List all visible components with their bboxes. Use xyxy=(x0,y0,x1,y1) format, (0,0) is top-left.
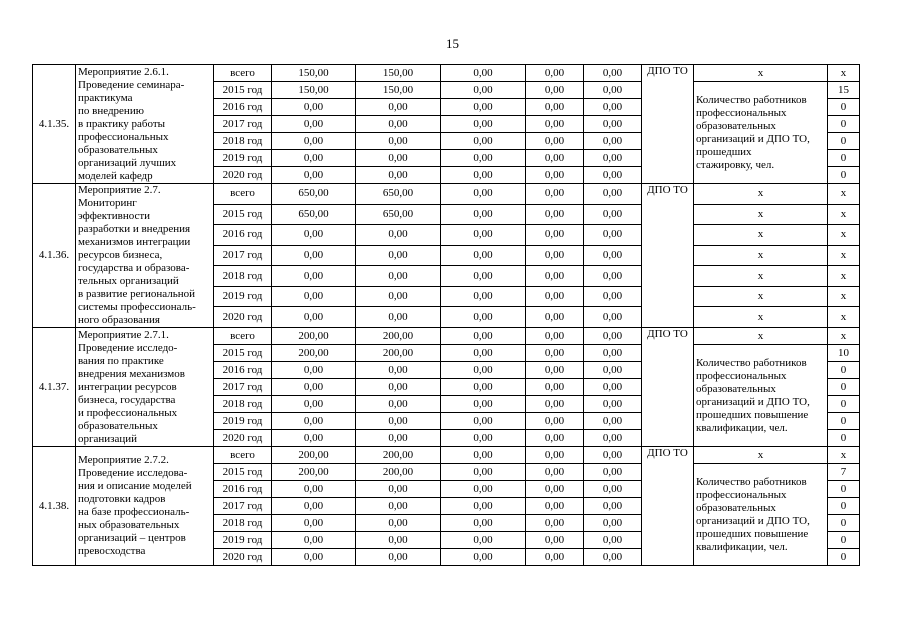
measure-description-line: ния и описание моделей xyxy=(78,480,192,492)
indicator-name-line: образовательных xyxy=(696,382,776,395)
funding-other-sources: 0,00 xyxy=(584,225,642,246)
funding-federal-budget: 0,00 xyxy=(441,328,526,345)
funding-federal-budget: 0,00 xyxy=(441,65,526,82)
period-label: 2018 год xyxy=(214,266,272,287)
measure-description-line: и профессиональных xyxy=(78,406,178,419)
indicator-value: 0 xyxy=(828,430,860,447)
funding-regional-budget: 0,00 xyxy=(356,245,441,266)
funding-total: 0,00 xyxy=(272,133,356,150)
table-row xyxy=(33,447,860,464)
indicator-name-line: профессиональных xyxy=(696,106,787,119)
measure-description xyxy=(76,328,214,447)
funding-local-budget: 0,00 xyxy=(526,532,584,549)
funding-federal-budget: 0,00 xyxy=(441,532,526,549)
indicator-name-line: Количество работников xyxy=(696,475,807,488)
funding-other-sources: 0,00 xyxy=(584,82,642,99)
funding-total: 0,00 xyxy=(272,430,356,447)
funding-local-budget: 0,00 xyxy=(526,286,584,307)
indicator-name-line: образовательных xyxy=(696,501,776,514)
funding-regional-budget: 0,00 xyxy=(356,225,441,246)
funding-regional-budget: 0,00 xyxy=(356,515,441,532)
indicator-name: x xyxy=(694,328,828,345)
indicator-value: x xyxy=(828,65,860,82)
funding-other-sources: 0,00 xyxy=(584,481,642,498)
period-label: 2016 год xyxy=(214,481,272,498)
funding-total: 650,00 xyxy=(272,204,356,225)
funding-regional-budget: 0,00 xyxy=(356,362,441,379)
indicator-name: x xyxy=(694,286,828,307)
funding-other-sources: 0,00 xyxy=(584,532,642,549)
funding-federal-budget: 0,00 xyxy=(441,99,526,116)
indicator-name xyxy=(694,345,828,447)
funding-federal-budget: 0,00 xyxy=(441,167,526,184)
funding-federal-budget: 0,00 xyxy=(441,307,526,328)
funding-local-budget: 0,00 xyxy=(526,204,584,225)
measure-description-line: ных образовательных xyxy=(78,519,180,531)
indicator-name-line: квалификации, чел. xyxy=(696,421,788,434)
measure-description xyxy=(76,65,214,184)
funding-local-budget: 0,00 xyxy=(526,245,584,266)
indicator-name: x xyxy=(694,225,828,246)
indicator-name-line: организаций и ДПО ТО, xyxy=(696,395,810,408)
table-row xyxy=(33,65,860,82)
funding-local-budget: 0,00 xyxy=(526,150,584,167)
measure-description-line: по внедрению xyxy=(78,104,144,117)
indicator-value: x xyxy=(828,447,860,464)
indicator-value: 0 xyxy=(828,498,860,515)
funding-regional-budget: 0,00 xyxy=(356,167,441,184)
funding-total: 0,00 xyxy=(272,167,356,184)
indicator-name-line: профессиональных xyxy=(696,369,787,382)
indicator-name: x xyxy=(694,266,828,287)
indicator-value: x xyxy=(828,245,860,266)
funding-other-sources: 0,00 xyxy=(584,498,642,515)
funding-local-budget: 0,00 xyxy=(526,345,584,362)
funding-other-sources: 0,00 xyxy=(584,447,642,464)
indicator-value: 0 xyxy=(828,150,860,167)
period-label: всего xyxy=(214,184,272,205)
funding-local-budget: 0,00 xyxy=(526,515,584,532)
indicator-name-line: профессиональных xyxy=(696,488,787,501)
funding-regional-budget: 200,00 xyxy=(356,464,441,481)
funding-other-sources: 0,00 xyxy=(584,379,642,396)
period-label: 2016 год xyxy=(214,225,272,246)
funding-other-sources: 0,00 xyxy=(584,345,642,362)
funding-total: 0,00 xyxy=(272,481,356,498)
indicator-value: 7 xyxy=(828,464,860,481)
funding-regional-budget: 0,00 xyxy=(356,99,441,116)
funding-total: 0,00 xyxy=(272,362,356,379)
measure-description-line: ресурсов бизнеса, xyxy=(78,249,163,261)
indicator-name: x xyxy=(694,307,828,328)
indicator-value: 0 xyxy=(828,532,860,549)
indicator-name-line: прошедших повышение xyxy=(696,408,809,421)
indicator-value: x xyxy=(828,328,860,345)
indicator-value: 0 xyxy=(828,379,860,396)
funding-regional-budget: 0,00 xyxy=(356,532,441,549)
funding-federal-budget: 0,00 xyxy=(441,245,526,266)
indicator-name-line: образовательных xyxy=(696,119,776,132)
funding-local-budget: 0,00 xyxy=(526,379,584,396)
funding-total: 0,00 xyxy=(272,225,356,246)
period-label: 2015 год xyxy=(214,204,272,225)
funding-regional-budget: 0,00 xyxy=(356,133,441,150)
funding-other-sources: 0,00 xyxy=(584,515,642,532)
funding-total: 0,00 xyxy=(272,379,356,396)
executor: ДПО ТО xyxy=(642,65,694,184)
funding-other-sources: 0,00 xyxy=(584,245,642,266)
measure-description-line: образовательных xyxy=(78,419,158,432)
funding-local-budget: 0,00 xyxy=(526,464,584,481)
indicator-name-line: прошедших повышение xyxy=(696,527,809,540)
indicator-value: x xyxy=(828,225,860,246)
funding-local-budget: 0,00 xyxy=(526,307,584,328)
funding-regional-budget: 200,00 xyxy=(356,447,441,464)
funding-other-sources: 0,00 xyxy=(584,362,642,379)
funding-regional-budget: 150,00 xyxy=(356,82,441,99)
measure-description-line: эффективности xyxy=(78,210,151,222)
indicator-value: 0 xyxy=(828,515,860,532)
measure-number: 4.1.37. xyxy=(33,328,76,447)
indicator-value: x xyxy=(828,266,860,287)
funding-federal-budget: 0,00 xyxy=(441,430,526,447)
funding-regional-budget: 0,00 xyxy=(356,286,441,307)
measure-description-line: ного образования xyxy=(78,314,160,326)
indicator-name-line: организаций и ДПО ТО, xyxy=(696,514,810,527)
measure-description-line: государства и образова- xyxy=(78,262,190,274)
measure-description-line: профессиональных xyxy=(78,130,169,143)
indicator-name-line: Количество работников xyxy=(696,93,807,106)
table-row xyxy=(33,184,860,205)
measure-description-line: на базе профессиональ- xyxy=(78,506,190,518)
period-label: 2016 год xyxy=(214,99,272,116)
funding-regional-budget: 0,00 xyxy=(356,481,441,498)
funding-local-budget: 0,00 xyxy=(526,116,584,133)
period-label: 2019 год xyxy=(214,150,272,167)
funding-total: 200,00 xyxy=(272,328,356,345)
period-label: 2017 год xyxy=(214,379,272,396)
measure-number: 4.1.38. xyxy=(33,447,76,566)
funding-total: 200,00 xyxy=(272,464,356,481)
indicator-value: 0 xyxy=(828,396,860,413)
funding-regional-budget: 650,00 xyxy=(356,184,441,205)
period-label: 2015 год xyxy=(214,82,272,99)
period-label: 2018 год xyxy=(214,515,272,532)
funding-local-budget: 0,00 xyxy=(526,498,584,515)
funding-total: 150,00 xyxy=(272,65,356,82)
funding-total: 0,00 xyxy=(272,116,356,133)
funding-federal-budget: 0,00 xyxy=(441,150,526,167)
indicator-value: 0 xyxy=(828,116,860,133)
page-number: 15 xyxy=(446,36,459,51)
funding-regional-budget: 0,00 xyxy=(356,379,441,396)
funding-regional-budget: 0,00 xyxy=(356,396,441,413)
indicator-name xyxy=(694,464,828,566)
measure-description xyxy=(76,184,214,328)
funding-total: 0,00 xyxy=(272,549,356,566)
measure-description-line: в развитие региональной xyxy=(78,288,196,300)
funding-local-budget: 0,00 xyxy=(526,266,584,287)
funding-federal-budget: 0,00 xyxy=(441,515,526,532)
table-row xyxy=(33,328,860,345)
indicator-value: 0 xyxy=(828,481,860,498)
funding-total: 0,00 xyxy=(272,150,356,167)
funding-total: 0,00 xyxy=(272,532,356,549)
indicator-name: x xyxy=(694,184,828,205)
funding-federal-budget: 0,00 xyxy=(441,447,526,464)
indicator-value: x xyxy=(828,184,860,205)
funding-federal-budget: 0,00 xyxy=(441,286,526,307)
funding-local-budget: 0,00 xyxy=(526,447,584,464)
indicator-name: x xyxy=(694,204,828,225)
measure-description-line: организаций xyxy=(78,432,138,445)
measure-description-line: организаций лучших xyxy=(78,156,177,169)
funding-regional-budget: 650,00 xyxy=(356,204,441,225)
measure-description-line: превосходства xyxy=(78,545,146,557)
funding-regional-budget: 200,00 xyxy=(356,345,441,362)
indicator-name-line: квалификации, чел. xyxy=(696,540,788,553)
period-label: 2015 год xyxy=(214,345,272,362)
funding-other-sources: 0,00 xyxy=(584,413,642,430)
funding-other-sources: 0,00 xyxy=(584,286,642,307)
indicator-name: x xyxy=(694,65,828,82)
funding-total: 0,00 xyxy=(272,307,356,328)
funding-federal-budget: 0,00 xyxy=(441,184,526,205)
funding-local-budget: 0,00 xyxy=(526,167,584,184)
indicator-value: x xyxy=(828,307,860,328)
measure-description-line: в практику работы xyxy=(78,117,166,130)
measure-description-line: Мероприятие 2.7.1. xyxy=(78,328,169,341)
measure-description-line: Мероприятие 2.6.1. xyxy=(78,65,169,78)
funding-regional-budget: 200,00 xyxy=(356,328,441,345)
funding-local-budget: 0,00 xyxy=(526,225,584,246)
funding-federal-budget: 0,00 xyxy=(441,549,526,566)
funding-local-budget: 0,00 xyxy=(526,328,584,345)
funding-total: 0,00 xyxy=(272,515,356,532)
funding-regional-budget: 0,00 xyxy=(356,549,441,566)
funding-local-budget: 0,00 xyxy=(526,549,584,566)
funding-federal-budget: 0,00 xyxy=(441,82,526,99)
measure-description-line: Проведение исследова- xyxy=(78,467,188,479)
measure-description-line: вания по практике xyxy=(78,354,164,367)
period-label: 2020 год xyxy=(214,430,272,447)
funding-regional-budget: 0,00 xyxy=(356,116,441,133)
funding-other-sources: 0,00 xyxy=(584,266,642,287)
funding-total: 0,00 xyxy=(272,245,356,266)
indicator-value: 0 xyxy=(828,362,860,379)
indicator-value: 0 xyxy=(828,413,860,430)
funding-federal-budget: 0,00 xyxy=(441,345,526,362)
measure-description-line: тельных организаций xyxy=(78,275,179,287)
funding-local-budget: 0,00 xyxy=(526,65,584,82)
measure-description-line: Проведение исследо- xyxy=(78,341,178,354)
funding-total: 0,00 xyxy=(272,413,356,430)
indicator-value: x xyxy=(828,204,860,225)
measure-description-line: моделей кафедр xyxy=(78,169,153,182)
funding-other-sources: 0,00 xyxy=(584,116,642,133)
funding-local-budget: 0,00 xyxy=(526,362,584,379)
measure-description-line: Мониторинг xyxy=(78,197,137,209)
funding-other-sources: 0,00 xyxy=(584,150,642,167)
funding-local-budget: 0,00 xyxy=(526,82,584,99)
funding-regional-budget: 0,00 xyxy=(356,307,441,328)
funding-total: 150,00 xyxy=(272,82,356,99)
funding-federal-budget: 0,00 xyxy=(441,116,526,133)
indicator-value: 0 xyxy=(828,99,860,116)
funding-other-sources: 0,00 xyxy=(584,464,642,481)
funding-other-sources: 0,00 xyxy=(584,99,642,116)
funding-local-budget: 0,00 xyxy=(526,430,584,447)
funding-federal-budget: 0,00 xyxy=(441,133,526,150)
funding-regional-budget: 0,00 xyxy=(356,413,441,430)
measure-description-line: механизмов интеграции xyxy=(78,236,191,248)
indicator-name: x xyxy=(694,245,828,266)
indicator-value: 0 xyxy=(828,549,860,566)
measure-description-line: внедрения механизмов xyxy=(78,367,185,380)
funding-other-sources: 0,00 xyxy=(584,167,642,184)
indicator-value: 15 xyxy=(828,82,860,99)
funding-other-sources: 0,00 xyxy=(584,204,642,225)
indicator-name-line: стажировку, чел. xyxy=(696,158,775,171)
measure-description-line: Проведение семинара- xyxy=(78,78,185,91)
funding-federal-budget: 0,00 xyxy=(441,396,526,413)
indicator-name-line: Количество работников xyxy=(696,356,807,369)
funding-total: 650,00 xyxy=(272,184,356,205)
program-measures-table xyxy=(32,64,860,566)
executor: ДПО ТО xyxy=(642,328,694,447)
executor: ДПО ТО xyxy=(642,184,694,328)
funding-federal-budget: 0,00 xyxy=(441,498,526,515)
funding-other-sources: 0,00 xyxy=(584,65,642,82)
funding-regional-budget: 150,00 xyxy=(356,65,441,82)
measure-description-line: бизнеса, государства xyxy=(78,393,176,406)
funding-local-budget: 0,00 xyxy=(526,99,584,116)
funding-federal-budget: 0,00 xyxy=(441,481,526,498)
funding-local-budget: 0,00 xyxy=(526,184,584,205)
measure-description-line: образовательных xyxy=(78,143,158,156)
executor: ДПО ТО xyxy=(642,447,694,566)
funding-local-budget: 0,00 xyxy=(526,133,584,150)
period-label: 2020 год xyxy=(214,167,272,184)
measure-description-line: интеграции ресурсов xyxy=(78,380,177,393)
funding-total: 0,00 xyxy=(272,99,356,116)
indicator-value: 0 xyxy=(828,133,860,150)
funding-total: 0,00 xyxy=(272,396,356,413)
indicator-name: x xyxy=(694,447,828,464)
measure-description xyxy=(76,447,214,566)
funding-local-budget: 0,00 xyxy=(526,481,584,498)
indicator-name xyxy=(694,82,828,184)
funding-other-sources: 0,00 xyxy=(584,549,642,566)
table-body xyxy=(33,65,860,566)
period-label: 2018 год xyxy=(214,133,272,150)
measure-description-line: системы профессиональ- xyxy=(78,301,196,313)
funding-total: 200,00 xyxy=(272,447,356,464)
period-label: 2020 год xyxy=(214,549,272,566)
period-label: 2015 год xyxy=(214,464,272,481)
indicator-value: x xyxy=(828,286,860,307)
funding-other-sources: 0,00 xyxy=(584,184,642,205)
period-label: 2017 год xyxy=(214,116,272,133)
funding-other-sources: 0,00 xyxy=(584,328,642,345)
measure-description-line: практикума xyxy=(78,91,133,104)
funding-regional-budget: 0,00 xyxy=(356,266,441,287)
measure-description-line: Мероприятие 2.7. xyxy=(78,184,161,196)
period-label: 2019 год xyxy=(214,286,272,307)
funding-federal-budget: 0,00 xyxy=(441,266,526,287)
period-label: 2017 год xyxy=(214,245,272,266)
indicator-value: 0 xyxy=(828,167,860,184)
period-label: всего xyxy=(214,447,272,464)
funding-other-sources: 0,00 xyxy=(584,396,642,413)
funding-federal-budget: 0,00 xyxy=(441,413,526,430)
funding-local-budget: 0,00 xyxy=(526,413,584,430)
measure-description-line: подготовки кадров xyxy=(78,493,166,505)
period-label: 2017 год xyxy=(214,498,272,515)
period-label: 2019 год xyxy=(214,413,272,430)
period-label: 2020 год xyxy=(214,307,272,328)
funding-total: 0,00 xyxy=(272,266,356,287)
period-label: всего xyxy=(214,65,272,82)
funding-other-sources: 0,00 xyxy=(584,430,642,447)
measure-description-line: Мероприятие 2.7.2. xyxy=(78,454,169,466)
indicator-name-line: организаций и ДПО ТО, xyxy=(696,132,810,145)
period-label: 2016 год xyxy=(214,362,272,379)
indicator-name-line: прошедших xyxy=(696,145,752,158)
funding-regional-budget: 0,00 xyxy=(356,498,441,515)
funding-total: 0,00 xyxy=(272,286,356,307)
funding-local-budget: 0,00 xyxy=(526,396,584,413)
funding-federal-budget: 0,00 xyxy=(441,379,526,396)
indicator-value: 10 xyxy=(828,345,860,362)
measure-number: 4.1.35. xyxy=(33,65,76,184)
funding-other-sources: 0,00 xyxy=(584,133,642,150)
funding-federal-budget: 0,00 xyxy=(441,362,526,379)
period-label: всего xyxy=(214,328,272,345)
period-label: 2018 год xyxy=(214,396,272,413)
measure-number: 4.1.36. xyxy=(33,184,76,328)
funding-other-sources: 0,00 xyxy=(584,307,642,328)
funding-total: 200,00 xyxy=(272,345,356,362)
measure-description-line: организаций – центров xyxy=(78,532,186,544)
funding-federal-budget: 0,00 xyxy=(441,464,526,481)
measure-description-line: разработки и внедрения xyxy=(78,223,191,235)
funding-federal-budget: 0,00 xyxy=(441,204,526,225)
period-label: 2019 год xyxy=(214,532,272,549)
funding-regional-budget: 0,00 xyxy=(356,430,441,447)
funding-total: 0,00 xyxy=(272,498,356,515)
funding-federal-budget: 0,00 xyxy=(441,225,526,246)
funding-regional-budget: 0,00 xyxy=(356,150,441,167)
